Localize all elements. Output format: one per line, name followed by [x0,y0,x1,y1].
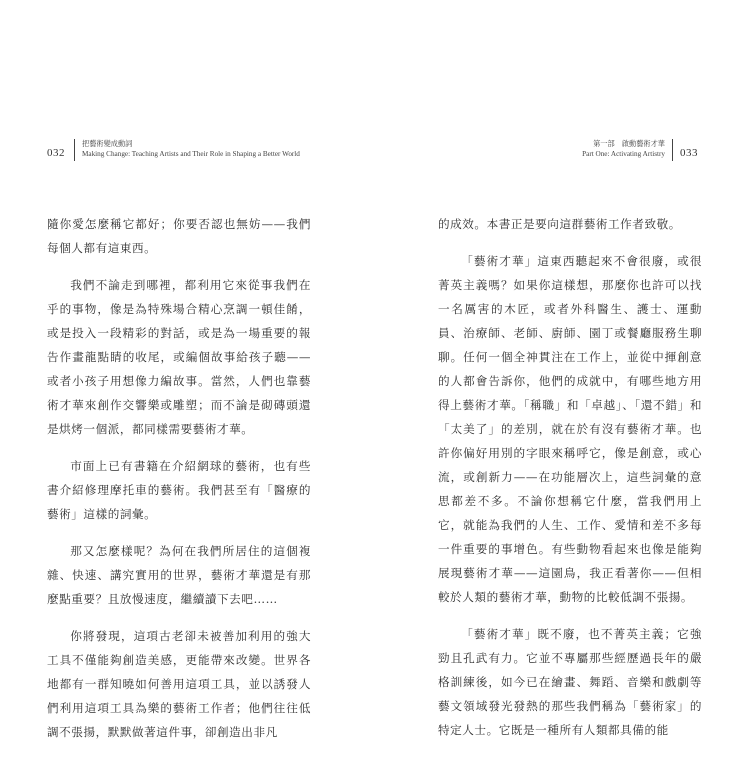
header-divider [672,139,673,161]
page-number: 033 [680,147,698,159]
paragraph: 你將發現，這項古老卻未被善加利用的強大工具不僅能夠創造美感，更能帶來改變。世界各地都有一群知曉如何善用這項工具，並以誘發人們利用這項工具為樂的藝術工作者；他們往往低調不張揚，默默做著這件事，卻創造出非凡 [47,629,311,739]
running-head-english: Making Change: Teaching Artists and Their Role in Shaping a Better World [82,150,300,158]
header-divider [74,139,75,161]
running-head-chinese: 把藝術變成動詞 [82,140,133,148]
page-number: 032 [47,147,65,159]
paragraph: 隨你愛怎麼稱它都好；你要否認也無妨——我們每個人都有這東西。 [47,217,311,255]
paragraph: 那又怎麼樣呢？為何在我們所居住的這個複雜、快速、講究實用的世界，藝術才華還是有那麼點重要？且放慢速度，繼續讀下去吧…… [47,544,311,606]
running-head [82,139,300,159]
paragraph: 的成效。本書正是要向這群藝術工作者致敬。 [438,217,681,231]
paragraph: 市面上已有書籍在介紹網球的藝術，也有些書介紹修理摩托車的藝術。我們甚至有「醫療的藝術」這樣的詞彙。 [47,459,311,521]
paragraph: 「藝術才華」既不廢，也不菁英主義；它強勁且孔武有力。它並不專屬那些經歷過長年的嚴格訓練後，如今已在繪畫、舞蹈、音樂和戲劇等藝文領域發光發熱的那些我們稱為「藝術家」的特定人士。它既是一種所有人類都具備的能 [438,627,702,737]
body-text [438,212,702,755]
running-head [582,139,665,159]
running-head-english: Part One: Activating Artistry [582,150,665,158]
body-text [47,212,311,757]
paragraph: 我們不論走到哪裡，都利用它來從事我們在乎的事物，像是為特殊場合精心烹調一頓佳餚，或是投入一段精彩的對話，或是為一場重要的報告作畫龍點睛的收尾，或編個故事給孩子聽——或者小孩子用想像力編故事。當然，人們也靠藝術才華來創作交響樂或雕塑；而不論是砌磚頭還是烘烤一個派，都同樣需要藝術才華。 [47,278,311,436]
right-page [375,0,750,750]
running-head-chinese: 第一部 啟動藝術才華 [593,140,665,148]
left-page [0,0,375,750]
paragraph: 「藝術才華」這東西聽起來不會很廢，或很菁英主義嗎？如果你這樣想，那麼你也許可以找一名厲害的木匠，或者外科醫生、護士、運動員、治療師、老師、廚師、園丁或餐廳服務生聊聊。任何一個全神貫注在工作上，並從中揮創意的人都會告訴你，他們的成就中，有哪些地方用得上藝術才華。「稱職」和「卓越」、「還不錯」和「太美了」的差別，就在於有沒有藝術才華。也許你偏好用別的字眼來稱呼它，像是創意，或心流，或創新力——在功能層次上，這些詞彙的意思都差不多。不論你想稱它什麼，當我們用上它，就能為我們的人生、工作、愛情和差不多每一件重要的事增色。有些動物看起來也像是能夠展現藝術才華——這園鳥，我正看著你——但相較於人類的藝術才華，動物的比較低調不張揚。 [438,254,702,604]
